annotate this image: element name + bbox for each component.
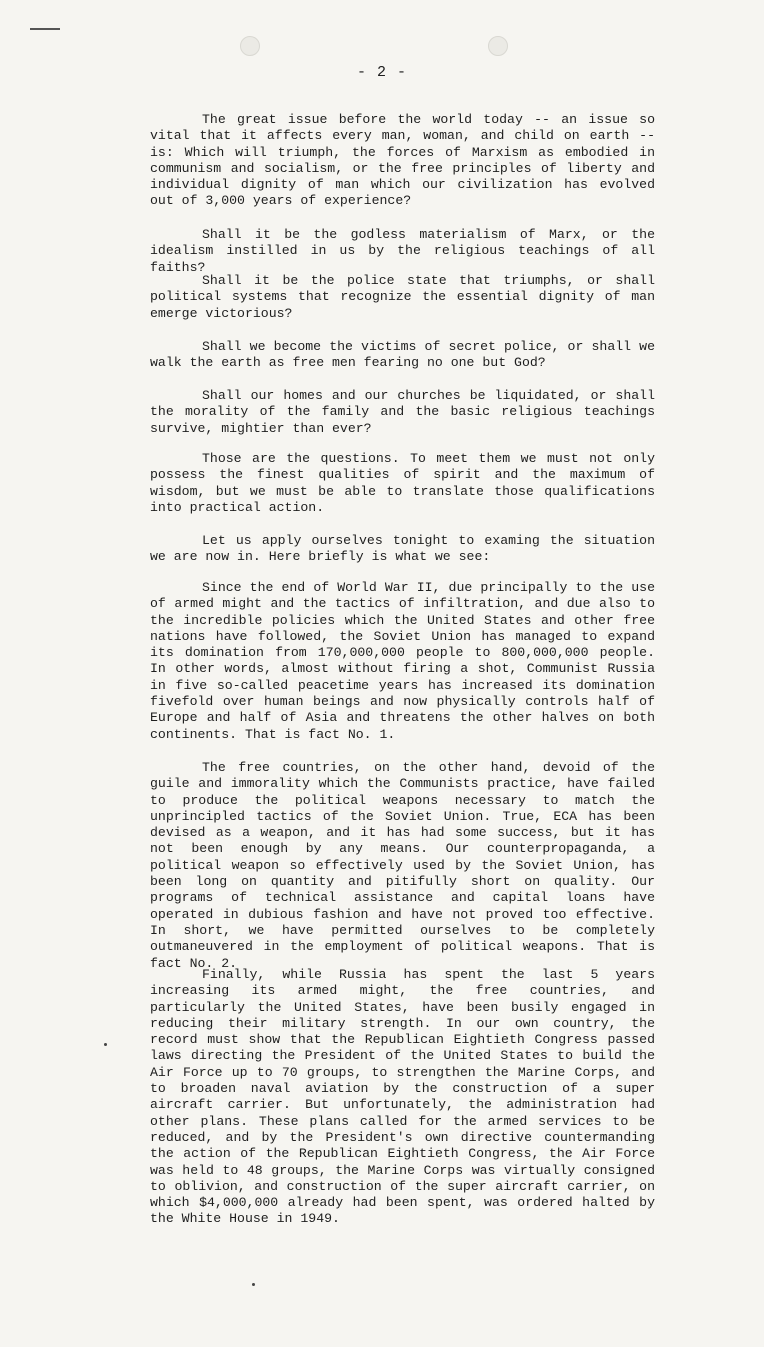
paragraph-great-issue: The great issue before the world today -- an issue so vital that it affects every man, woman, and child on earth -- is: Which will triumph, the forces of Marxism as embodied in communism and socialism, or the free principles of liberty and individual dignity of man which our civilization has evolved out of 3,000 years of experience?: [150, 112, 655, 209]
punch-hole-right: [488, 36, 508, 56]
paragraph-finally: Finally, while Russia has spent the last 5 years increasing its armed might, the free countries, and particularly the United States, have been busily engaged in reducing their military strength. In our own country, the record must show that the Republican Eightieth Congress passed laws directing the President of the United States to build the Air Force up to 70 groups, to strengthen the Marine Corps, and to broaden naval aviation by the construction of a super aircraft carrier. But unfortunately, the administration had other plans. These plans called for the armed services to be reduced, and by the President's own directive countermanding the action of the Republican Eightieth Congress, the Air Force was held to 48 groups, the Marine Corps was virtually consigned to oblivion, and construction of the super aircraft carrier, on which $4,000,000 already had been spent, was ordered halted by the White House in 1949.: [150, 967, 655, 1227]
margin-mark: [30, 28, 60, 30]
page-number: - 2 -: [356, 64, 407, 81]
stray-mark: [104, 1043, 107, 1046]
stray-mark: [252, 1283, 255, 1286]
paragraph-examine-situation: Let us apply ourselves tonight to examing the situation we are now in. Here briefly is what we see:: [150, 533, 655, 565]
paragraph-godless-materialism: Shall it be the godless materialism of Marx, or the idealism instilled in us by the religious teachings of all faiths?: [150, 227, 655, 275]
paragraph-fact-one: Since the end of World War II, due principally to the use of armed might and the tactics of infiltration, and due also to the incredible policies which the United States and other free nations have followed, the Soviet Union has managed to expand its domination from 170,000,000 people to 800,000,000 people. In other words, almost without firing a shot, Communist Russia in five so-called peacetime years has increased its domination fivefold over human beings and now physically controls half of Europe and half of Asia and threatens the other halves on both continents. That is fact No. 1.: [150, 580, 655, 742]
paragraph-secret-police: Shall we become the victims of secret police, or shall we walk the earth as free men fearing no one but God?: [150, 339, 655, 371]
paragraph-questions: Those are the questions. To meet them we must not only possess the finest qualities of spirit and the maximum of wisdom, but we must be able to translate those qualifications into practical action.: [150, 451, 655, 515]
punch-hole-left: [240, 36, 260, 56]
paragraph-homes-churches: Shall our homes and our churches be liquidated, or shall the morality of the family and the basic religious teachings survive, mightier than ever?: [150, 388, 655, 436]
paragraph-fact-two: The free countries, on the other hand, devoid of the guile and immorality which the Communists practice, have failed to produce the political weapons necessary to match the unprincipled tactics of the Soviet Union. True, ECA has been devised as a weapon, and it has had some success, but it has not been enough by any means. Our counterpropaganda, a political weapon so effectively used by the Soviet Union, has been long on quantity and pitifully short on quality. Our programs of technical assistance and capital loans have operated in dubious fashion and have not proved too effective. In short, we have permitted ourselves to be completely outmaneuvered in the employment of political weapons. That is fact No. 2.: [150, 760, 655, 971]
paragraph-police-state: Shall it be the police state that triumphs, or shall political systems that recognize the essential dignity of man emerge victorious?: [150, 273, 655, 321]
